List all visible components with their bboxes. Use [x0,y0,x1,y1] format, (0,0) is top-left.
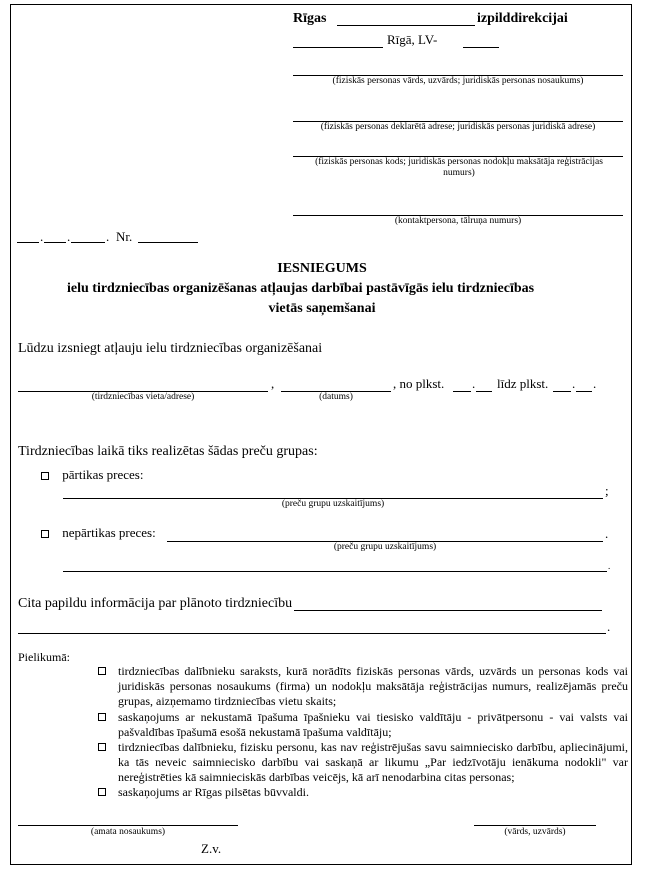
date-year-field[interactable] [71,242,105,243]
attachment-item-4: saskaņojums ar Rīgas pilsētas būvvaldi. [118,785,628,800]
to-label: līdz plkst. [497,376,549,391]
attachment-item-2: saskaņojums ar nekustamā īpašuma īpašnieku vai tiesisko valdītāju - privātpersonu - vai valsts vai pašvaldības īpašumā esošā nekustamā īpašuma valdītāju; [118,710,628,740]
food-checkbox[interactable] [41,472,49,480]
attachment-checkbox-1[interactable] [98,667,106,675]
from-hour-field[interactable] [453,391,471,392]
nonfood-label: nepārtikas preces: [62,525,156,540]
document-page: Rīgas izpilddirekcijai Rīgā, LV- (fiziskās personas vārds, uzvārds; juridiskās personas nosaukums) (fiziskās personas deklarētā adrese; juridiskās personas juridiskā adrese) (fiziskās personas kods; juridiskās personas nodokļu maksātāja reģistrācijas numurs) (kontaktpersona, tālruņa numurs) . . . Nr. IESNIEGUMS ielu tirdzniecības organizēšanas atļaujas darbībai pastāvīgās ielu tirdzniecības vietās saņemšanai Lūdzu izsniegt atļauju ielu tirdzniecības organizēšanai (tirdzniecības vieta/adrese) , (datums) , no plkst. . līdz plkst. . . Tirdzniecības laikā tiks realizētas šādas preču grupas: pārtikas preces: ; (preču grupu uzskaitījums) nepārtikas preces: . (preču grupu uzskaitījums) . Cita papildu informācija par plānoto tirdzniecību . Pielikumā: tirdzniecības dalībnieku saraksts, kurā norādīts fiziskās personas vārds, uzvārds un personas kods vai juridiskās personas nosaukums (firma) un nodokļu maksātāja reģistrācijas numurs, realizējamās preču grupas, aizņemamo tirdzniecības vietu skaits; saskaņojums ar nekustamā īpašuma īpašnieku vai tiesisko valdītāju - privātpersonu - vai valsts vai pašvaldības īpašumā esošā nekustamā īpašuma valdītāju; tirdzniecības dalībnieku, fizisku personu, kas nav reģistrējušas savu saimniecisko darbību, apliecinājumi, ka tās neveic saimniecisko darbību vai saskaņā ar likumu „Par iedzīvotāju ienākuma nodokli" var nereģistrēties kā saimnieciskās darbības veicējs, kā arī nenodarbina citas personas; saskaņojums ar Rīgas pilsētas būvvaldi. (amata nosaukums) (vārds, uzvārds) Z.v. [10,4,632,865]
nonfood-option[interactable] [41,525,156,541]
caption-name: (fiziskās personas vārds, uzvārds; juridiskās personas nosaukums) [332,76,584,86]
caption-address: (fiziskās personas deklarētā adrese; juridiskās personas juridiskā adrese) [320,122,596,132]
stamp-label: Z.v. [201,841,222,856]
other-info-field[interactable] [294,610,602,611]
number-label: Nr. [116,229,133,244]
district-field[interactable] [337,25,475,26]
caption-code: (fiziskās personas kods; juridiskās personas nodokļu maksātāja reģistrācijas numurs) [315,157,603,178]
recipient-riga: Rīgas [293,11,327,26]
caption-food-list: (preču grupu uzskaitījums) [281,499,385,509]
attachment-item-3: tirdzniecības dalībnieku, fizisku personu, kas nav reģistrējušas savu saimniecisko darbību, apliecinājumi, ka tās neveic saimniecisko darbību vai saskaņā ar likumu „Par iedzīvotāju ienākuma nodokli" var nereģistrēties kā saimnieciskās darbības veicējs, kā arī nenodarbina citas personas; [118,740,628,785]
food-option[interactable] [41,467,143,483]
attachment-checkbox-3[interactable] [98,743,106,751]
position-field[interactable] [18,825,238,826]
document-subtitle-2: vietās saņemšanai [268,301,376,316]
attachment-checkbox-2[interactable] [98,713,106,721]
caption-date: (datums) [319,392,353,402]
recipient-exec: izpilddirekcijai [477,11,568,26]
caption-position: (amata nosaukums) [90,827,166,837]
number-field[interactable] [138,242,198,243]
attachment-item-1: tirdzniecības dalībnieku saraksts, kurā norādīts fiziskās personas vārds, uzvārds un personas kods vai juridiskās personas nosaukums (firma) un nodokļu maksātāja reģistrācijas numurs, realizējamās preču grupas, aizņemamo tirdzniecības vietu skaits; [118,664,628,709]
date-day-field[interactable] [17,242,39,243]
street-field[interactable] [293,47,383,48]
document-heading: IESNIEGUMS [277,261,367,276]
caption-nonfood-list: (preču grupu uzskaitījums) [333,542,437,552]
postcode-field[interactable] [463,47,499,48]
other-info-label: Cita papildu informācija par plānoto tirdzniecību [18,596,293,611]
caption-contact: (kontaktpersona, tālruņa numurs) [394,216,522,226]
from-min-field[interactable] [476,391,492,392]
recipient-city: Rīgā, LV- [387,32,438,47]
nonfood-list-field-2[interactable] [63,571,607,572]
goods-intro: Tirdzniecības laikā tiks realizētas šādas preču grupas: [18,444,318,459]
to-min-field[interactable] [576,391,592,392]
to-hour-field[interactable] [553,391,571,392]
food-label: pārtikas preces: [62,467,144,482]
document-subtitle-1: ielu tirdzniecības organizēšanas atļaujas darbībai pastāvīgās ielu tirdzniecības [67,281,535,296]
attachment-checkbox-4[interactable] [98,788,106,796]
nonfood-checkbox[interactable] [41,530,49,538]
caption-place: (tirdzniecības vieta/adrese) [91,392,195,402]
from-label: , no plkst. [393,376,445,391]
other-info-field-2[interactable] [18,633,606,634]
date-month-field[interactable] [44,242,66,243]
signer-name-field[interactable] [474,825,596,826]
attachments-label: Pielikumā: [18,650,70,664]
request-text: Lūdzu izsniegt atļauju ielu tirdzniecības organizēšanai [18,341,323,356]
caption-signer-name: (vārds, uzvārds) [504,827,566,837]
